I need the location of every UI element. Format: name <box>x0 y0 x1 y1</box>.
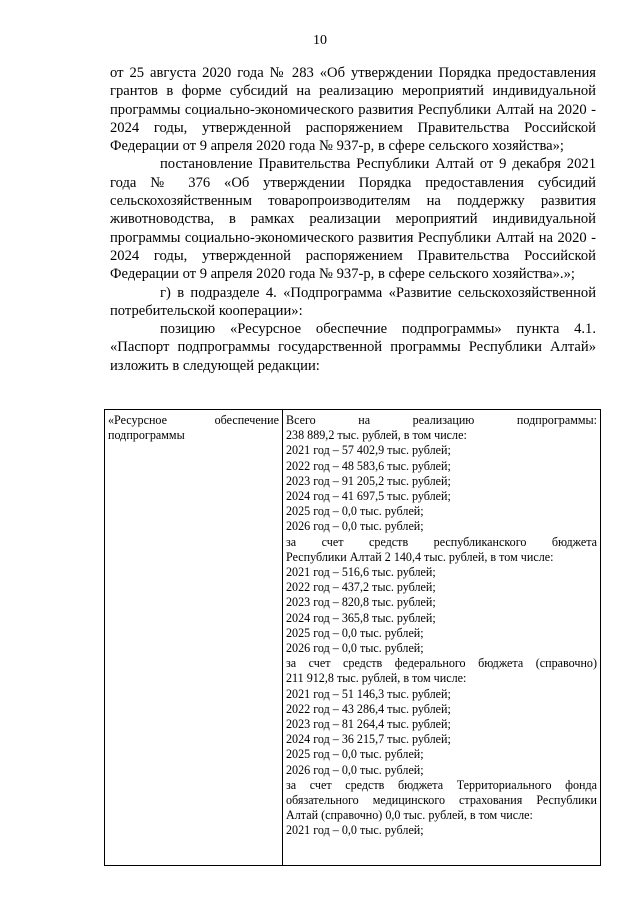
page-number: 10 <box>313 33 327 48</box>
funding-line: за счет средств федерального бюджета (справочно) <box>286 656 597 671</box>
resource-value-cell <box>283 410 601 866</box>
funding-line: 2024 год – 365,8 тыс. рублей; <box>286 610 436 625</box>
funding-line: Республики Алтай 2 140,4 тыс. рублей, в том числе: <box>286 549 554 564</box>
funding-line: 2023 год – 820,8 тыс. рублей; <box>286 595 436 610</box>
funding-line: 2023 год – 81 264,4 тыс. рублей; <box>286 717 451 732</box>
paragraph-decree-283: от 25 августа 2020 года № 283 «Об утверждении Порядка предоставления грантов в форме субсидий на реализацию мероприятий индивидуальной программы социально-экономического развития Республики Алтай на 2020 - 2024 годы, утвержденной распоряжением Правительства Российской Федерации от 9 апреля 2020 года № 937-р, в сфере сельского хозяйства»; <box>110 65 596 155</box>
funding-line: за счет средств бюджета Территориального фонда <box>286 777 597 792</box>
paragraph-position-instruction: позицию «Ресурсное обеспечние подпрограммы» пункта 4.1. «Паспорт подпрограммы государственной программы Республики Алтай» изложить в следующей редакции: <box>110 321 596 374</box>
funding-line: 211 912,8 тыс. рублей, в том числе: <box>286 671 467 686</box>
funding-line: 2021 год – 0,0 тыс. рублей; <box>286 823 424 838</box>
funding-line: 2026 год – 0,0 тыс. рублей; <box>286 762 424 777</box>
table-row <box>105 410 601 866</box>
funding-line: 238 889,2 тыс. рублей, в том числе: <box>286 428 467 443</box>
resource-label-line-1: «Ресурсное обеспечение <box>108 413 279 427</box>
funding-line: обязательного медицинского страхования Республики <box>286 793 597 808</box>
funding-line: 2021 год – 516,6 тыс. рублей; <box>286 565 436 580</box>
funding-line: 2026 год – 0,0 тыс. рублей; <box>286 641 424 656</box>
paragraph-subsection-4: г) в подразделе 4. «Подпрограмма «Развитие сельскохозяйственной потребительской кооперации»: <box>110 284 596 319</box>
funding-line: Алтай (справочно) 0,0 тыс. рублей, в том числе: <box>286 808 533 823</box>
funding-line: 2025 год – 0,0 тыс. рублей; <box>286 625 424 640</box>
funding-line: 2022 год – 43 286,4 тыс. рублей; <box>286 701 451 716</box>
funding-line: Всего на реализацию подпрограммы: <box>286 413 597 427</box>
funding-line: 2021 год – 51 146,3 тыс. рублей; <box>286 686 451 701</box>
funding-line: за счет средств республиканского бюджета <box>286 534 597 549</box>
funding-line: 2024 год – 36 215,7 тыс. рублей; <box>286 732 451 747</box>
passport-table <box>104 409 601 866</box>
funding-line: 2025 год – 0,0 тыс. рублей; <box>286 747 424 762</box>
resource-label-line-2: подпрограммы <box>108 428 185 443</box>
paragraph-decree-376: постановление Правительства Республики Алтай от 9 декабря 2021 года № 376 «Об утверждении Порядка предоставления субсидий сельскохозяйственным товаропроизводителям на поддержку развития животноводства, в рамках реализации мероприятий индивидуальной программы социально-экономического развития Республики Алтай на 2020 - 2024 годы, утвержденной распоряжением Правительства Российской Федерации от 9 апреля 2020 года № 937-р, в сфере сельского хозяйства».»; <box>110 156 596 283</box>
resource-label-cell <box>105 410 283 866</box>
funding-line: 2022 год – 48 583,6 тыс. рублей; <box>286 458 451 473</box>
funding-line: 2025 год – 0,0 тыс. рублей; <box>286 504 424 519</box>
funding-line: 2024 год – 41 697,5 тыс. рублей; <box>286 489 451 504</box>
funding-line: 2022 год – 437,2 тыс. рублей; <box>286 580 436 595</box>
funding-line: 2023 год – 91 205,2 тыс. рублей; <box>286 473 451 488</box>
funding-line: 2026 год – 0,0 тыс. рублей; <box>286 519 424 534</box>
funding-line: 2021 год – 57 402,9 тыс. рублей; <box>286 443 451 458</box>
document-body <box>110 64 596 375</box>
